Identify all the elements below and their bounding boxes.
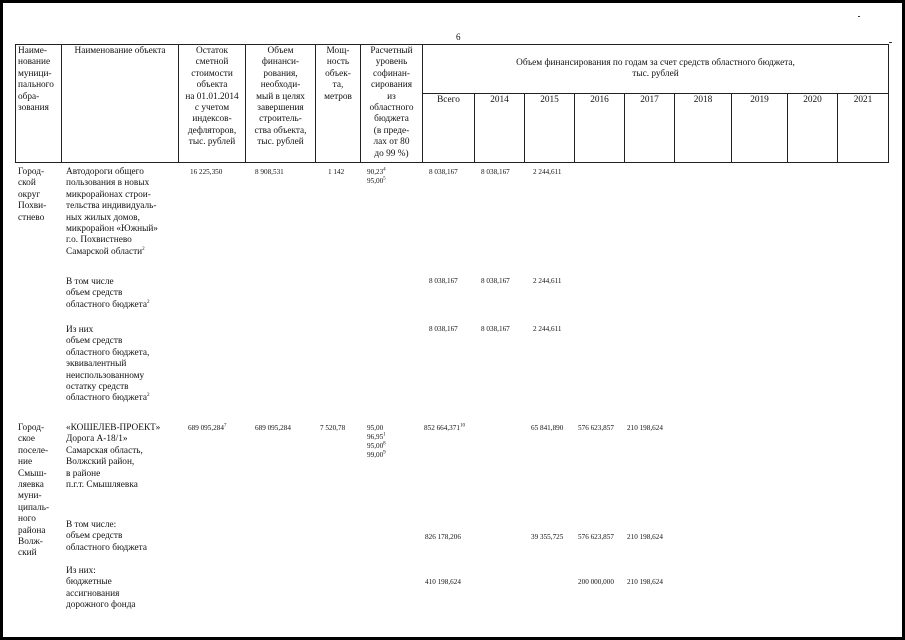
year-2017-value: 210 198,624 [627,424,663,432]
header-year-2015: 2015 [524,93,574,163]
cofinancing-value: 95,00$^5$ [367,176,386,185]
year-2014-value: 8 038,167 [481,325,510,333]
capacity-value: 7 520,78 [320,424,346,432]
financing-volume-value: 8 908,531 [255,168,284,176]
object-name: Автодороги общего пользования в новых микрорайонах строи- тельства индивидуаль- ных жилых домов, микрорайон «Южный» г.о. Похвистнево Самарской области$^2$ [66,167,158,257]
municipality-name: Город- ской округ Похви- стнево [18,167,47,223]
total-value: 852 664,371$^{10}$ [424,423,465,432]
frame-left-border [0,0,3,640]
header-financing-volume: Объем финанси- рования, необходи- мый в целях завершения строитель- ства объекта, тыс. рублей [245,44,315,163]
capacity-value: 1 142 [328,168,345,176]
object-name: В том числе: объем средств областного бюджета [66,520,147,553]
header-municipality: Наиме- нование муници- пального обра- зования [15,44,61,163]
total-value: 410 198,624 [425,578,461,586]
year-2014-value: 8 038,167 [481,168,510,176]
scan-speck [858,16,860,17]
year-2015-value: 2 244,611 [533,277,562,285]
financing-volume-value: 689 095,284 [255,424,291,432]
total-value: 8 038,167 [429,277,458,285]
page-number: 6 [456,32,461,42]
header-capacity: Мощ- ность объек- та, метров [315,44,360,163]
year-2016-value: 576 623,857 [578,533,614,541]
header-object-name: Наименование объекта [61,44,178,163]
total-value: 8 038,167 [429,325,458,333]
remaining-cost-value: 16 225,350 [190,168,223,176]
object-name: Из них: бюджетные ассигнования дорожного фонда [66,566,136,611]
cofinancing-value: 95,00$^8$ [367,441,386,450]
object-name: Из них объем средств областного бюджета, эквивалентный неиспользованному остатку средств областного бюджета$^2$ [66,325,150,404]
header-year-2019: 2019 [731,93,787,163]
scan-speck [889,42,892,43]
remaining-cost-value: 689 095,284$^7$ [188,423,227,432]
header-financing-by-years: Объем финансирования по годам за счет средств областного бюджета, тыс. рублей [422,44,889,94]
year-2017-value: 210 198,624 [627,578,663,586]
year-2016-value: 576 623,857 [578,424,614,432]
year-2014-value: 8 038,167 [481,277,510,285]
cofinancing-value: 96,95$^1$ [367,432,386,441]
cofinancing-value: 95,00 [367,424,384,432]
header-year-total: Всего [422,93,474,163]
header-year-2017: 2017 [624,93,674,163]
total-value: 826 178,206 [425,533,461,541]
year-2016-value: 200 000,000 [578,578,614,586]
total-value: 8 038,167 [429,168,458,176]
header-year-2021: 2021 [837,93,889,163]
object-name: «КОШЕЛЕВ-ПРОЕКТ» Дорога А-18/1» Самарская область, Волжский район, в районе п.г.т. Смышляевка [66,423,161,491]
header-year-2018: 2018 [674,93,731,163]
header-remaining-cost: Остаток сметной стоимости объекта на 01.01.2014 с учетом индексов- дефляторов, тыс. рублей [178,44,245,163]
year-2015-value: 65 841,890 [531,424,564,432]
object-name: В том числе объем средств областного бюджета$^2$ [66,277,150,310]
header-year-2020: 2020 [787,93,837,163]
header-cofinancing-level: Расчетный уровень софинан- сирования из областного бюджета (в преде- лах от 80 до 99 %) [360,44,422,163]
header-year-2014: 2014 [474,93,524,163]
cofinancing-value: 90,23$^4$ [367,167,386,176]
municipality-name: Город- ское поселе- ние Смыш- ляевка муни- ципаль- ного района Волж- ский [18,423,50,559]
header-year-2016: 2016 [574,93,624,163]
year-2015-value: 2 244,611 [533,168,562,176]
year-2015-value: 2 244,611 [533,325,562,333]
year-2015-value: 39 355,725 [531,533,564,541]
year-2017-value: 210 198,624 [627,533,663,541]
frame-top-border [0,0,905,3]
cofinancing-value: 99,00$^9$ [367,450,386,459]
